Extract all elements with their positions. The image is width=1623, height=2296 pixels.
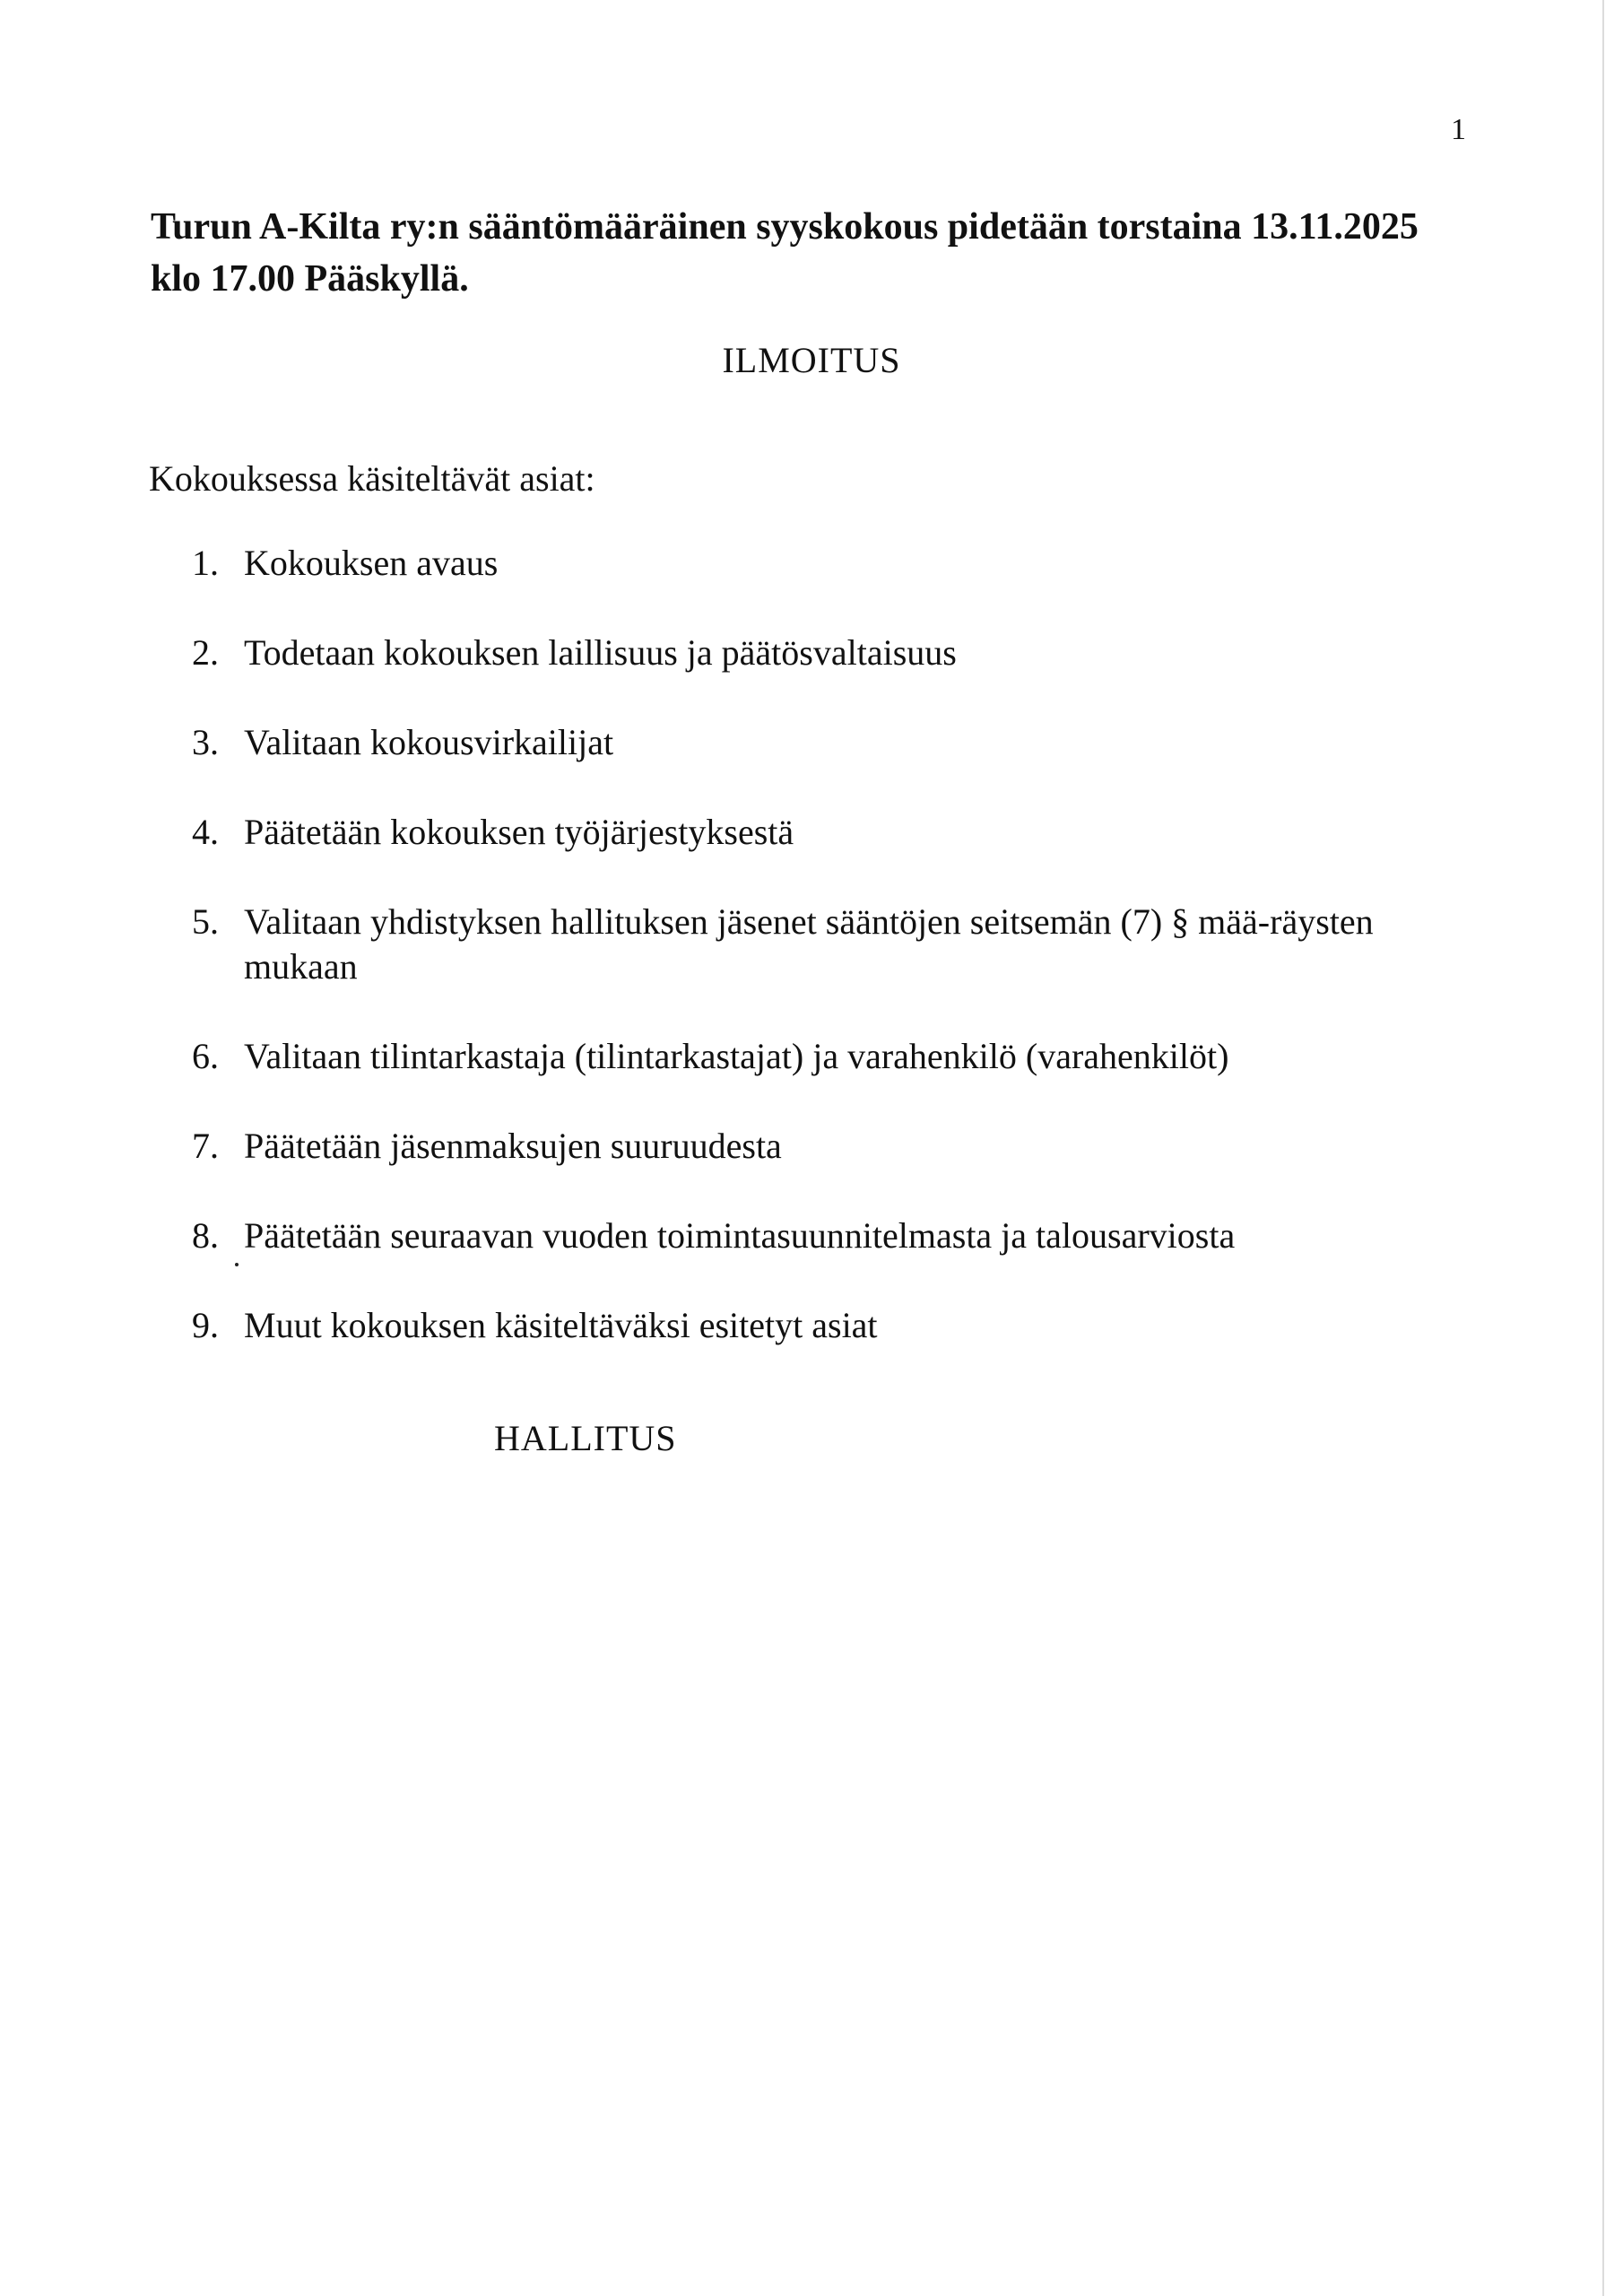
page-number: 1 — [1451, 113, 1466, 146]
agenda-item-number: 5. — [192, 901, 219, 942]
agenda-item-2 — [192, 631, 1429, 675]
agenda-item-8 — [192, 1213, 1429, 1258]
agenda-item-number: 4. — [192, 812, 219, 852]
agenda-item-4 — [192, 810, 1429, 855]
agenda-item-text: Valitaan kokousvirkailijat — [244, 722, 614, 762]
agenda-item-1 — [192, 541, 1429, 586]
agenda-item-text: Päätetään jäsenmaksujen suuruudesta — [244, 1126, 782, 1166]
agenda-item-number: 1. — [192, 543, 219, 583]
agenda-item-number: 8. — [192, 1215, 219, 1256]
agenda-item-number: 3. — [192, 722, 219, 762]
agenda-item-number: 2. — [192, 632, 219, 673]
scan-mark-dot — [235, 1263, 239, 1266]
agenda-list — [192, 541, 1429, 1348]
meeting-intro: Turun A-Kilta ry:n sääntömääräinen syyskokous pidetään torstaina 13.11.2025 klo 17.00 Pääskyllä. — [151, 206, 1419, 300]
agenda-item-text: Päätetään seuraavan vuoden toimintasuunnitelmasta ja talousarviosta — [244, 1215, 1236, 1256]
agenda-item-9 — [192, 1303, 1429, 1348]
agenda-item-text: Todetaan kokouksen laillisuus ja päätösvaltaisuus — [244, 632, 957, 673]
agenda-item-text: Päätetään kokouksen työjärjestyksestä — [244, 812, 794, 852]
agenda-item-3 — [192, 720, 1429, 765]
agenda-label: Kokouksessa käsiteltävät asiat: — [149, 458, 595, 499]
agenda-item-text: Muut kokouksen käsiteltäväksi esitetyt asiat — [244, 1305, 878, 1345]
agenda-item-number: 6. — [192, 1036, 219, 1076]
board-signature: HALLITUS — [494, 1418, 677, 1458]
notice-heading: ILMOITUS — [722, 340, 901, 380]
agenda-item-6 — [192, 1034, 1429, 1079]
agenda-item-number: 9. — [192, 1305, 219, 1345]
agenda-item-text: Kokouksen avaus — [244, 543, 499, 583]
agenda-item-number: 7. — [192, 1126, 219, 1166]
agenda-item-7 — [192, 1124, 1429, 1169]
agenda-item-text: Valitaan yhdistyksen hallituksen jäsenet sääntöjen seitsemän (7) § mää-räysten mukaan — [244, 901, 1374, 987]
agenda-item-5 — [192, 900, 1429, 989]
agenda-item-text: Valitaan tilintarkastaja (tilintarkastajat) ja varahenkilö (varahenkilöt) — [244, 1036, 1229, 1076]
